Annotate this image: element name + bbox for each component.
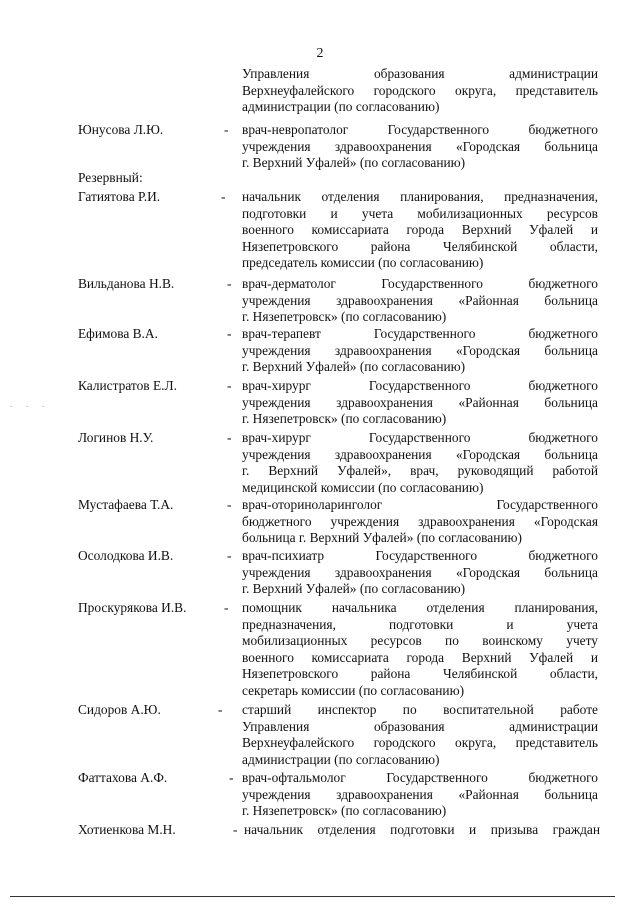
- member-name: Сидоров А.Ю.: [78, 702, 161, 717]
- text-line: г. Нязепетровск» (по согласованию): [242, 411, 447, 426]
- text-line: г. Верхний Уфалей» (по согласованию): [242, 155, 466, 170]
- text-line: учреждения здравоохранения «Городская больница: [242, 342, 598, 358]
- text-line: начальник отделения планирования, предназначения,: [242, 189, 598, 204]
- text-line: помощник начальника отделения планирования,: [242, 600, 598, 615]
- text-line: учреждения здравоохранения «Районная больница: [242, 786, 598, 802]
- member-entry: [0, 430, 640, 495]
- member-role: [242, 548, 598, 598]
- dash-separator: -: [233, 822, 238, 837]
- text-line: врач-дерматолог Государственного бюджетного: [242, 276, 598, 291]
- dash-separator: -: [224, 600, 229, 615]
- text-line: учреждения здравоохранения «Районная больница: [242, 292, 598, 308]
- text-line: больница г. Верхний Уфалей» (по согласованию): [242, 530, 523, 545]
- text-line: врач-терапевт Государственного бюджетного: [242, 326, 598, 341]
- dash-separator: -: [227, 326, 232, 341]
- member-entry: [0, 122, 640, 170]
- reserve-label: Резервный:: [78, 170, 143, 185]
- member-name: Хотиенкова М.Н.: [78, 822, 176, 837]
- dash-separator: -: [227, 497, 232, 512]
- text-line: бюджетного учреждения здравоохранения «Городская: [242, 513, 598, 529]
- text-line: врач-офтальмолог Государственного бюджетного: [242, 770, 598, 785]
- text-line: начальник отделения подготовки и призыва граждан: [244, 822, 600, 837]
- text-line: врач-хирург Государственного бюджетного: [242, 430, 598, 445]
- member-role: [242, 326, 598, 376]
- text-line: учреждения здравоохранения «Городская больница: [242, 564, 598, 580]
- member-role: [242, 702, 598, 768]
- text-line: военного комиссариата города Верхний Уфалей и: [242, 222, 598, 237]
- member-name: Калистратов Е.Л.: [78, 378, 177, 393]
- text-line: врач-невропатолог Государственного бюджетного: [242, 122, 598, 137]
- text-line: Нязепетровского района Челябинской области,: [242, 666, 598, 681]
- member-role: [242, 430, 598, 496]
- text-line: г. Нязепетровск» (по согласованию): [242, 309, 447, 324]
- scan-artifact: . . .: [10, 400, 50, 409]
- text-line: врач-психиатр Государственного бюджетного: [242, 548, 598, 563]
- member-entry: [0, 497, 640, 545]
- member-role: [242, 122, 598, 172]
- dash-separator: -: [221, 189, 226, 204]
- text-line: Верхнеуфалейского городского округа, представитель: [242, 735, 598, 750]
- text-line: учреждения здравоохранения «Районная больница: [242, 394, 598, 410]
- member-entry: [0, 378, 640, 426]
- member-entry: [0, 276, 640, 324]
- text-line: учреждения здравоохранения «Городская больница: [242, 138, 598, 154]
- dash-separator: -: [229, 770, 234, 785]
- dash-separator: -: [218, 702, 223, 717]
- member-name: Мустафаева Т.А.: [78, 497, 174, 512]
- text-line: г. Нязепетровск» (по согласованию): [242, 803, 447, 818]
- member-role: [242, 600, 598, 699]
- member-entry: [0, 326, 640, 374]
- member-role: [242, 770, 598, 820]
- member-entry: [0, 548, 640, 596]
- member-entry: [0, 600, 640, 698]
- member-entry: [0, 822, 640, 837]
- text-line: предназначения, подготовки и учета: [242, 616, 598, 632]
- text-line: Управления образования администрации: [242, 66, 598, 81]
- member-name: Гатиятова Р.И.: [78, 189, 161, 204]
- member-name: Фаттахова А.Ф.: [78, 770, 168, 785]
- member-name: Вильданова Н.В.: [78, 276, 175, 291]
- text-line: Верхнеуфалейского городского округа, представитель: [242, 82, 598, 98]
- text-line: медицинской комиссии (по согласованию): [242, 479, 484, 495]
- text-line: администрации (по согласованию): [242, 99, 440, 114]
- member-role: [242, 189, 598, 272]
- text-line: г. Верхний Уфалей» (по согласованию): [242, 581, 466, 596]
- text-line: врач-оториноларинголог Государственного: [242, 497, 598, 512]
- member-entry: [0, 770, 640, 818]
- text-line: подготовки и учета мобилизационных ресурсов: [242, 205, 598, 221]
- text-line: г. Верхний Уфалей» (по согласованию): [242, 359, 466, 374]
- member-entry: [0, 189, 640, 270]
- member-role: [244, 822, 600, 839]
- text-line: мобилизационных ресурсов по воинскому учету: [242, 633, 598, 648]
- dash-separator: -: [224, 122, 229, 137]
- dash-separator: -: [227, 430, 232, 445]
- member-role: [242, 497, 598, 547]
- intro-paragraph: [242, 66, 598, 116]
- member-name: Логинов Н.У.: [78, 430, 154, 445]
- text-line: старший инспектор по воспитательной работе: [242, 702, 598, 717]
- dash-separator: -: [227, 378, 232, 393]
- member-name: Проскурякова И.В.: [78, 600, 187, 615]
- text-line: председатель комиссии (по согласованию): [242, 255, 484, 270]
- text-line: врач-хирург Государственного бюджетного: [242, 378, 598, 393]
- member-entry: [0, 702, 640, 767]
- text-line: военного комиссариата города Верхний Уфалей и: [242, 649, 598, 665]
- text-line: секретарь комиссии (по согласованию): [242, 682, 465, 698]
- member-name: Ефимова В.А.: [78, 326, 158, 341]
- member-name: Осолодкова И.В.: [78, 548, 174, 563]
- member-name: Юнусова Л.Ю.: [78, 122, 164, 137]
- page-number: 2: [316, 46, 324, 61]
- dash-separator: -: [227, 548, 232, 563]
- text-line: Нязепетровского района Челябинской области,: [242, 238, 598, 254]
- dash-separator: -: [227, 276, 232, 291]
- text-line: учреждения здравоохранения «Городская больница: [242, 446, 598, 462]
- member-role: [242, 276, 598, 326]
- text-line: г. Верхний Уфалей», врач, руководящий работой: [242, 463, 598, 478]
- member-role: [242, 378, 598, 428]
- bottom-rule: [10, 896, 615, 897]
- text-line: Управления образования администрации: [242, 718, 598, 734]
- text-line: администрации (по согласованию): [242, 751, 440, 767]
